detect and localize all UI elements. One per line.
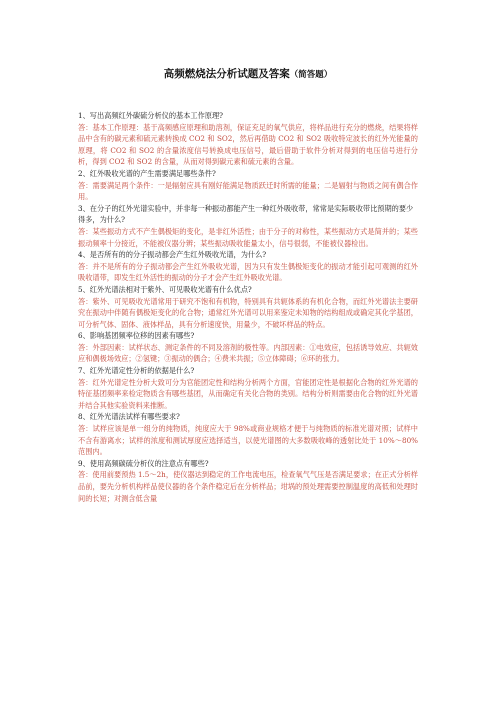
- qa-item: [78, 284, 418, 330]
- qa-item: [78, 411, 418, 457]
- answer: 答：基本工作原理：基于高频感应原理和助溶剂，保证充足的氧气供应，将样品进行充分的燃烧，结果将样品中含有的碳元素和硫元素转换成 CO2 和 SO2，然后再借助 CO2 和 SO2 吸收特定波长的红外光能量的原理，将 CO2 和 SO2 的含量浓度信号转换成电压信号，最后借助于软件分析对得到的电压信号进行分析，得到 CO2 和 SO2 的含量，从而对得到碳元素和硫元素的含量。: [78, 122, 418, 167]
- title-text: 高频燃烧法分析试题及答案: [163, 68, 290, 80]
- question: 5、红外光谱法相对于紫外、可见吸收光谱有什么优点?: [78, 284, 252, 294]
- qa-item: [78, 168, 418, 203]
- question: 3、在分子的红外光谱实验中，并非每一种振动都能产生一种红外吸收带，常常是实际吸收带比预期的要少得多，为什么?: [78, 203, 414, 225]
- question: 9、使用高频碳硫分析仪的注意点有哪些?: [78, 458, 209, 468]
- question: 6、影响基团频率位移的因素有哪些?: [78, 331, 195, 341]
- question: 4、是否所有的的分子振动都会产生红外吸收光谱，为什么?: [78, 250, 267, 260]
- question: 8、红外光谱法试样有哪些要求?: [78, 412, 180, 422]
- answer: 答：某些振动方式不产生偶极矩的变化，是非红外活性；由于分子的对称性，某些振动方式是简并的；某些振动频率十分接近，不能被仪器分辨；某些振动吸收能量太小，信号很弱，不能被仪器检出。: [78, 226, 418, 248]
- qa-item: [78, 330, 418, 365]
- question: 2、红外吸收光谱的产生需要满足哪些条件?: [78, 168, 216, 178]
- qa-item: [78, 365, 418, 411]
- answer: 答：外部因素：试样状态、测定条件的不同及溶剂的极性等。内部因素：①电效应，包括诱导效应、共轭效应和偶极场效应；②氢键；③振动的偶合；④费米共振；⑤立体障碍；⑥环的张力。: [78, 342, 418, 364]
- answer: 答：使用前要预热 1.5～2h，使仪器达到稳定的工作电流电压，检查氧气气压是否满足要求；在正式分析样品前，要先分析机构样品使仪器的各个条件稳定后在分析样品；坩埚的预处理需要控制温度的高低和处理时间的长短；对测含低含量: [78, 470, 418, 503]
- answer: 答：需要满足两个条件：一是辐射应具有刚好能满足物质跃迁时所需的能量；二是辐射与物质之间有偶合作用。: [78, 180, 418, 202]
- title-subtitle: （简答题）: [289, 70, 333, 80]
- answer: 答：并不是所有的分子振动都会产生红外吸收光谱，因为只有发生偶极矩变化的振动才能引起可观测的红外吸收谱带，即发生红外活性的振动的分子才会产生红外吸收光谱。: [78, 261, 418, 283]
- qa-list: [78, 110, 418, 504]
- qa-item: [78, 110, 418, 168]
- qa-item: [78, 203, 418, 249]
- qa-item: [78, 458, 418, 504]
- qa-item: [78, 249, 418, 284]
- answer: 答：红外光谱定性分析大致可分为官能团定性和结构分析两个方面，官能团定性是根据化合物的红外光谱的特征基团频率来检定物质含有哪些基团，从而确定有关化合物的类别。结构分析则需要由化合物的红外光谱并结合其他实验资料来推断。: [78, 377, 418, 410]
- question: 1、写出高频红外碳硫分析仪的基本工作原理?: [78, 111, 223, 120]
- answer: 答：试样应该是单一组分的纯物质，纯度应大于 98%或商业规格才便于与纯物质的标准光谱对照；试样中不含有游离水；试样的浓度和测试厚度应选择适当，以使光谱图的大多数吸收峰的透射比处于 10%～80%范围内。: [78, 424, 418, 457]
- question: 7、红外光谱定性分析的依据是什么?: [78, 366, 195, 376]
- answer: 答：紫外、可见吸收光谱常用于研究不饱和有机物，特别具有共轭体系的有机化合物，而红外光谱法主要研究在振动中伴随有偶极矩变化的化合物；通常红外光谱可以用来鉴定未知物的结构组成或确定其化学基团，可分析气体、固体、液体样品，具有分析速度快，用量少，不破坏样品的特点。: [78, 296, 418, 329]
- document-title: [0, 66, 496, 81]
